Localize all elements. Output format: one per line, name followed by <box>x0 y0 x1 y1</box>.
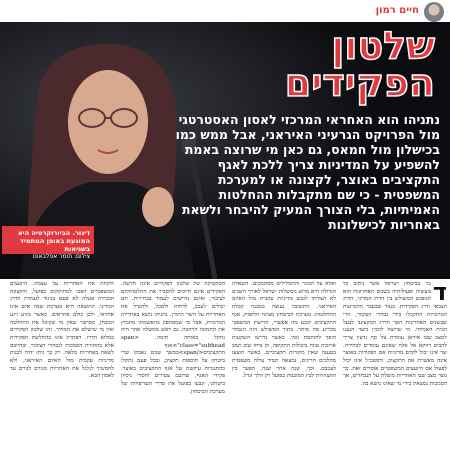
caption-text: דינור. הביורוקרטיה היא המונעת באופן המתמיד בשגיאות <box>17 229 90 253</box>
article-column-4 <box>10 281 114 450</box>
author-avatar <box>424 2 444 22</box>
article-deck: נתניהו הוא האחראי המרכזי לאסון האסטרטגי מול הפרויקט הגרעיני האיראני, אבל ממש כמו בכישלון מול חמאס, גם כאן מי שרוצה באמת להשפיע על המדיניות צריך ללכת לאגף התקציבים באוצר, לקצונה או למערכת המשפטית - כי שם מתקבלות ההחלטות האמיתיות, בלי הצורך המעיק להיבחר ולשאת באחריות לכישלונות <box>175 112 440 232</box>
headline-line-1: שלטון <box>331 24 435 68</box>
headline-line-2: הפקידים <box>284 61 435 105</box>
column-3-text: הטקטיקה של שלטון הפקידים אינה חדשה. הפקידים אינם חייבים להסביר את החלטותיהם לציבור, ואינם נדרשים לעמוד בבחירות. הם יכולים לעכב, לדחות ולסכל, ולהטיל את האחריות על השר התורן. נתניהו נושא באחריות המרכזית, אבל מי שמסתפק בהאשמתו מחמיץ את התמונה הרחבה. גם ראש ממשלה אחר היה נתקל באותה חומה. <span class="subhead">אגף התקציבים</span>במשך שנים נאבקו שרי ביטחון על תוספות תקציב, ובכל פעם נתקלו בהתנגדות עיקשת של אגף התקציבים באוצר. פקידי האגף, שרובם צעירים וחסרי ניסיון ביטחוני, קבעו בפועל את סדרי העדיפויות של מערכת הביטחון. <box>121 281 225 395</box>
article-body <box>4 281 447 450</box>
photo-caption <box>2 226 94 260</box>
article-column-2 <box>232 281 336 450</box>
column-1-text: בר בביטחון ישראל אשר ניתוב כל מעשיה ופעולותיה בשנים האחרונות הוא המפגש המשולש בין הדרג המדיני, הדרג הצבאי ודרג הפקידות. בעוד שבעבר ההכרעות המרכזיות התקבלו בידי נבחרי הציבור, הרי שבשנים האחרונות הפך הדרג המקצועי לבעל הבית האמיתי. מי שרוצה להבין כיצד הגענו למצב שבו איראן עומדת על סף גרעין צריך להביט דווקא אל אלה שאינם עומדים לבחירה. שר אינו יכול לקדם מדיניות אם הפקידות באוצר אינה מאשרת את התקציב, ורמטכ״ל אינו יכול לפעול אם היועצים המשפטיים אוסרים זאת. כך נוצר מצב שבו האחריות מוטלת על הנבחרים, אך הסמכות נמצאת בידי מי שאינו נושא בה. <box>343 281 447 388</box>
article-column-3 <box>121 281 225 450</box>
column-4-text: ולקחת את האחריות על עצמה. היועצים המשפטיים הפכו למחוקקים בפועל, והקצונה הבכירה פעלה לא פעם בניגוד לעמדת הדרג המדיני. התוצאה היא מערכת שבה איש אינו אחראי, ולכן כולם אחראים. כאשר מגיע רגע המבחן, מסתבר שאין מי שקיבל את ההחלטה ואין מי שישלם את המחיר. זהו שלטון הפקידים במלוא הדרו. הפתרון אינו בהחלשת הפקידות אלא בהחזרת הסמכות לנבחרי הציבור, ובחיובם לשאת באחריות מלאה. רק כך ניתן יהיה לבנות מדיניות עקבית מול האיום האיראני, ולא להמשיך לגלגל את האחריות מגורם לגורם עד לאסון הבא. <box>10 281 114 380</box>
author-name: חיים רמון <box>375 5 419 16</box>
headline <box>200 24 435 105</box>
article-header <box>0 0 450 22</box>
photo-credit: צילום: תומר אפלבאום <box>32 253 90 260</box>
article-column-1 <box>343 281 447 450</box>
drop-cap: ד <box>432 281 447 306</box>
column-2-text: ואלא על הבוגר והתמלילים מסתמכים. השאלה הגדולה היא מדוע ממשלות ישראל לאורך השנים לא הצליחו לגבש מדיניות עקבית מול האיום האיראני. התשובה נעוצה במבנה קבלת ההחלטות: מערכת הביטחון מציגה חלופות, אגף התקציבים קובע מה אפשרי, והייעוץ המשפטי מכריע מה מותר. בתוך המשולש הזה הנבחר הופך לחותמת גומי. כאשר נדרשו השקעות ארוכות טווח ביכולות התקיפה, הן נדחו שוב ושוב בטענה שאין מקורות תקציביים. כאשר הוצעו מהלכים חריגים, נמצאה תמיד עילה משפטית לעכבם. וכך, שנה אחר שנה, הפער בין ההצהרות לבין המוכנות בפועל רק הלך וגדל. <box>232 281 336 380</box>
